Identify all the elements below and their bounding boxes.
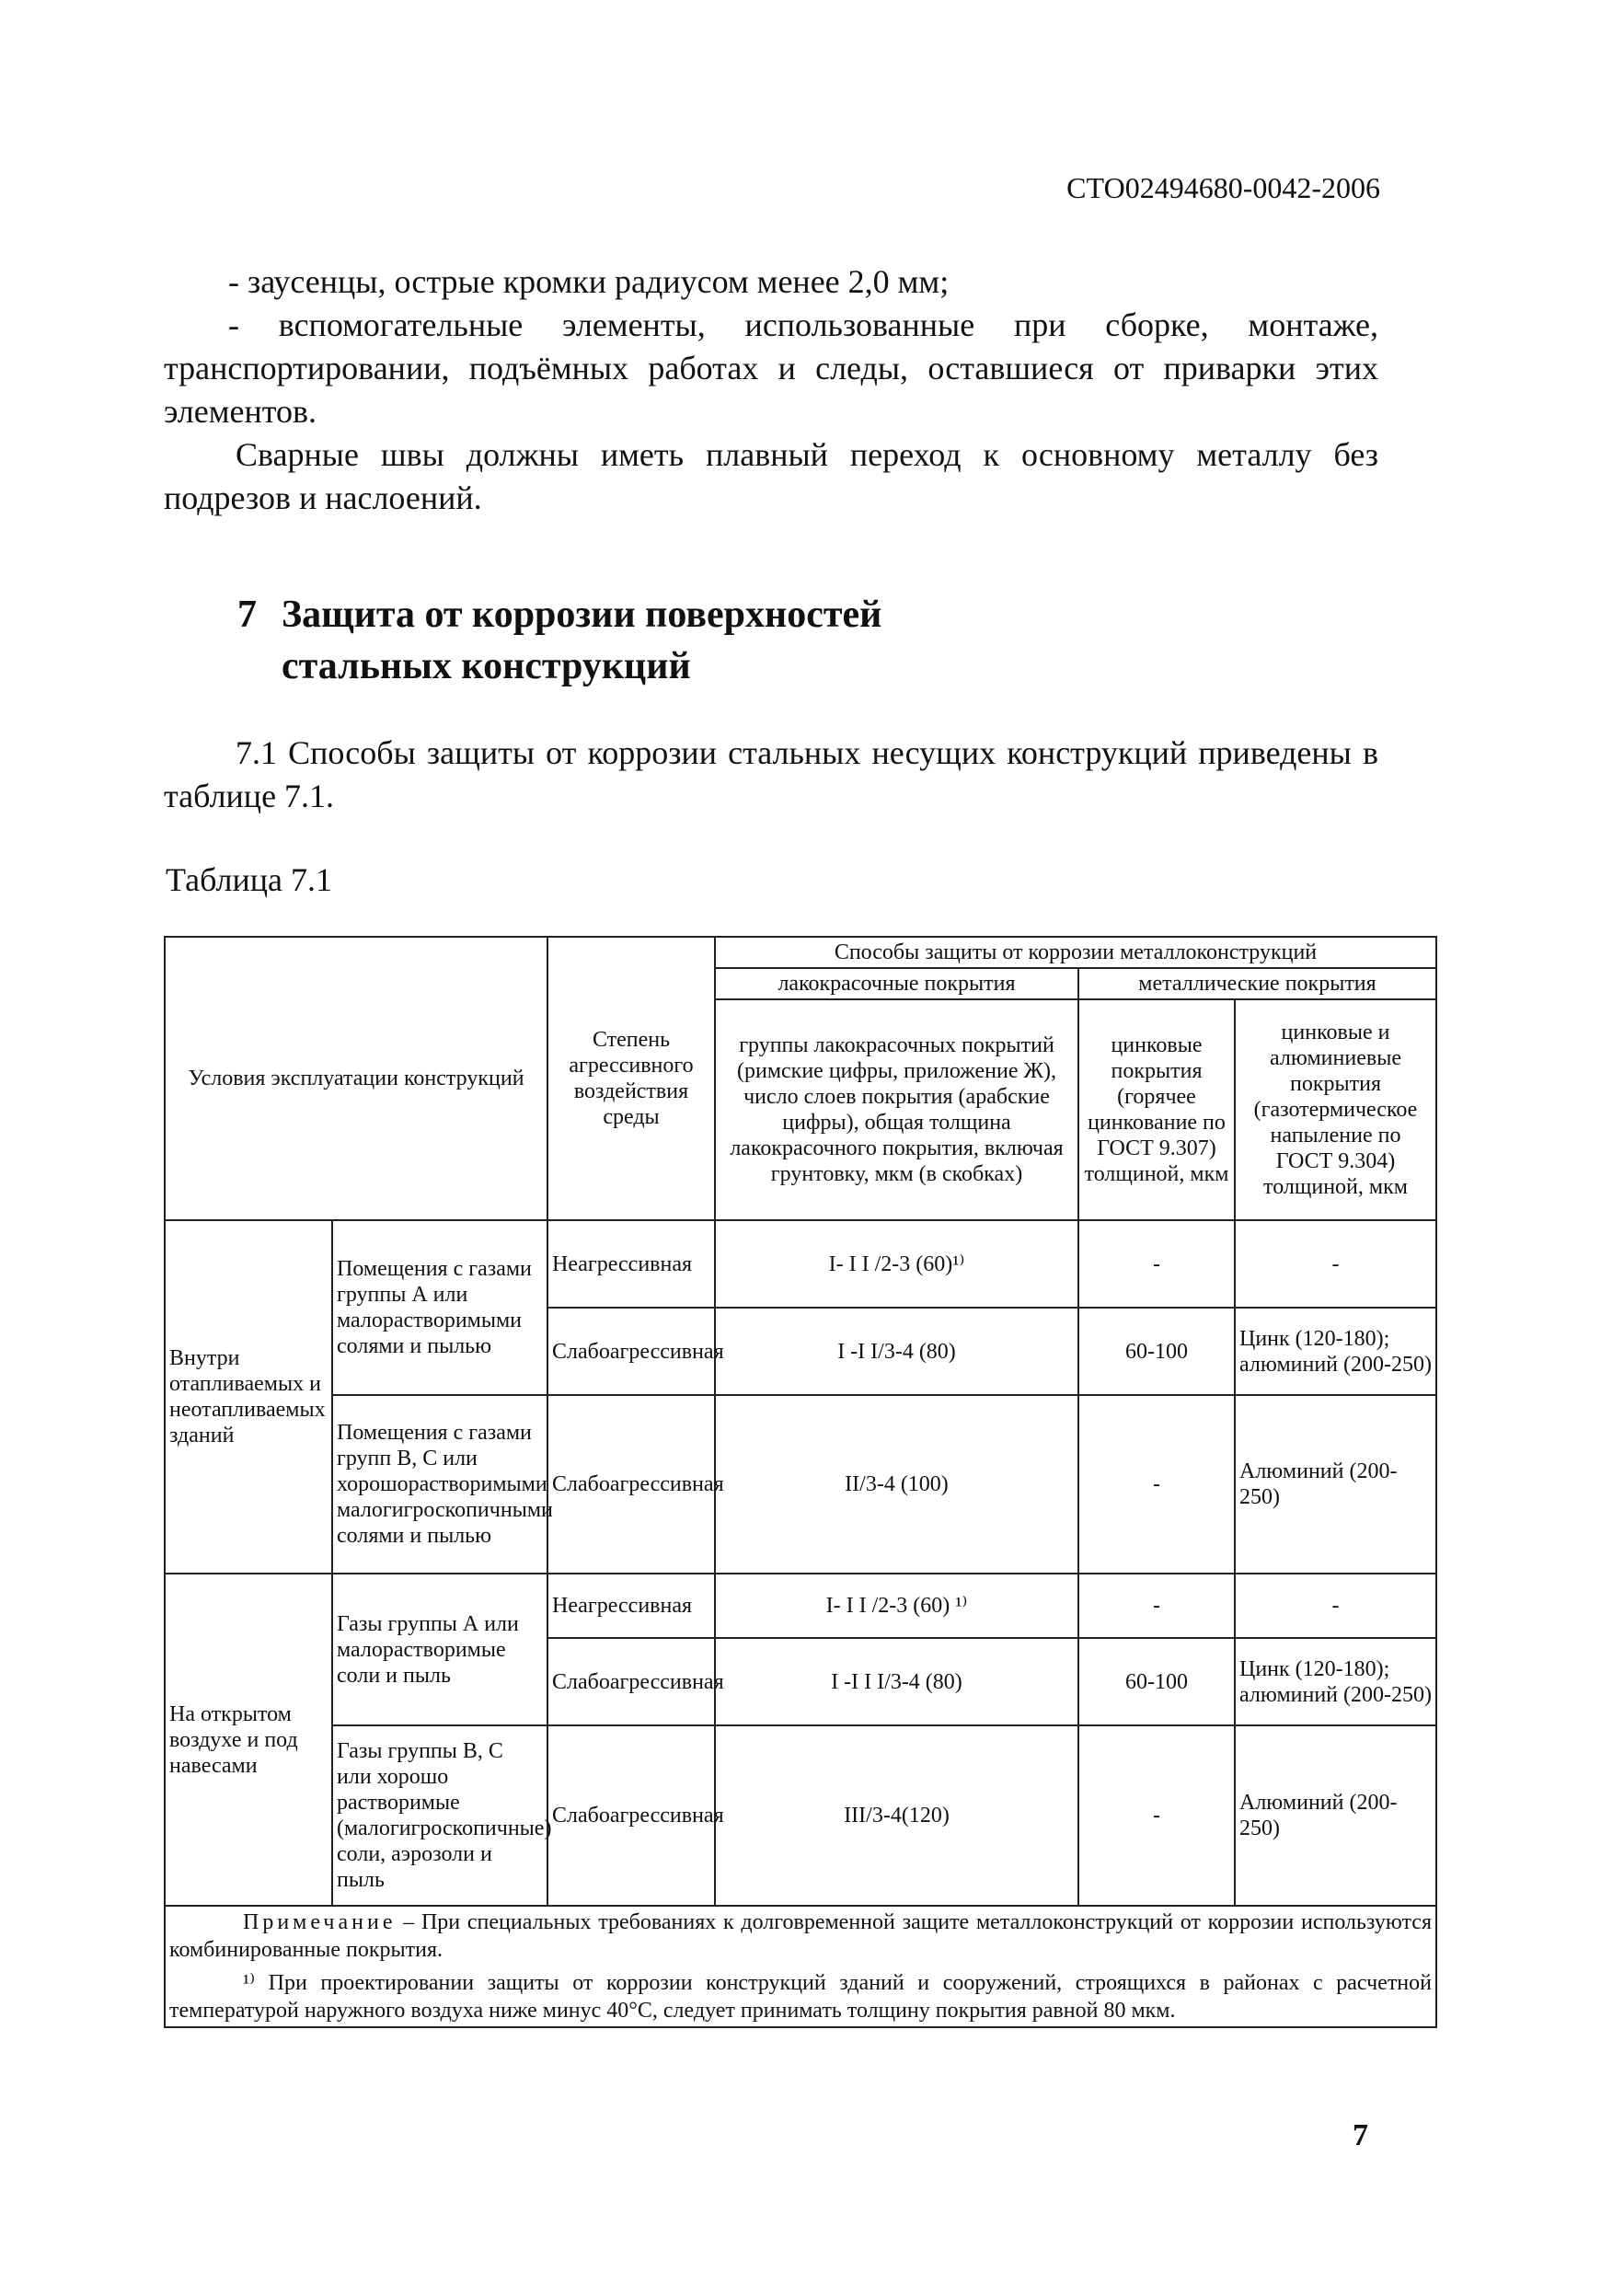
section-heading <box>237 589 881 692</box>
condition-group-outdoor: На открытом воздухе и под навесами <box>165 1574 332 1906</box>
header-paint-groups: группы лакокрасочных покрытий (римские цифры, приложение Ж), число слоев покрытия (арабские цифры), общая толщина лакокрасочного покрытия, включая грунтовку, мкм (в скобках) <box>715 999 1078 1220</box>
section-title-line1: Защита от коррозии поверхностей <box>282 594 882 636</box>
zinc-cell: - <box>1078 1395 1235 1574</box>
zinc-al-cell: Алюминий (200-250) <box>1235 1725 1436 1906</box>
table-note-row <box>165 1906 1436 2027</box>
paint-cell: I -I I/3-4 (80) <box>715 1308 1078 1395</box>
degree-cell: Неагрессивная <box>547 1220 715 1308</box>
paragraph: 7.1 Способы защиты от коррозии стальных несущих конструкций приведены в таблице 7.1. <box>164 734 1378 814</box>
paragraph-7-1 <box>164 732 1378 818</box>
paint-cell: I- I I /2-3 (60) ¹⁾ <box>715 1574 1078 1638</box>
header-zinc: цинковые покрытия (горячее цинкование по ГОСТ 9.307) толщиной, мкм <box>1078 999 1235 1220</box>
zinc-al-cell: Алюминий (200-250) <box>1235 1395 1436 1574</box>
bullet-item: - вспомогательные элементы, использованные при сборке, монтаже, транспортировании, подъёмных работах и следы, оставшиеся от приварки этих элементов. <box>164 306 1378 430</box>
paragraph: Сварные швы должны иметь плавный переход к основному металлу без подрезов и наслоений. <box>164 436 1378 516</box>
condition-group-indoor: Внутри отапливаемых и неотапливаемых зданий <box>165 1220 332 1574</box>
condition-subgroup: Газы группы В, С или хорошо растворимые (малогигроскопичные) соли, аэрозоли и пыль <box>332 1725 547 1906</box>
table-caption: Таблица 7.1 <box>166 861 332 898</box>
header-conditions: Условия эксплуатации конструкций <box>165 937 547 1220</box>
zinc-al-cell: Цинк (120-180); алюминий (200-250) <box>1235 1308 1436 1395</box>
table-row <box>165 1220 1436 1308</box>
degree-cell: Слабоагрессивная <box>547 1308 715 1395</box>
footnote: ¹⁾ При проектировании защиты от коррозии конструкций зданий и сооружений, строящихся в районах с расчетной температурой наружного воздуха ниже минус 40°С, следует принимать толщину покрытия равной 80 мкм. <box>169 1971 1432 2023</box>
bullet-item: - заусенцы, острые кромки радиусом менее 2,0 мм; <box>228 263 950 300</box>
condition-subgroup: Помещения с газами группы А или малорастворимыми солями и пылью <box>332 1220 547 1395</box>
header-paint: лакокрасочные покрытия <box>715 968 1078 999</box>
zinc-al-cell: - <box>1235 1220 1436 1308</box>
zinc-cell: - <box>1078 1574 1235 1638</box>
zinc-cell: - <box>1078 1220 1235 1308</box>
header-metal: металлические покрытия <box>1078 968 1436 999</box>
section-title-line2: стальных конструкций <box>282 645 691 687</box>
condition-subgroup: Помещения с газами групп В, С или хорошорастворимыми малогигроскопичными солями и пылью <box>332 1395 547 1574</box>
standard-code: СТО02494680-0042-2006 <box>1066 171 1380 204</box>
zinc-al-cell: - <box>1235 1574 1436 1638</box>
paint-cell: III/3-4(120) <box>715 1725 1078 1906</box>
degree-cell: Неагрессивная <box>547 1574 715 1638</box>
table-row <box>165 1725 1436 1906</box>
table-row <box>165 1395 1436 1574</box>
zinc-cell: - <box>1078 1725 1235 1906</box>
header-zinc-al: цинковые и алюминиевые покрытия (газотермическое напыление по ГОСТ 9.304) толщиной, мкм <box>1235 999 1436 1220</box>
header-degree: Степень агрессивного воздействия среды <box>547 937 715 1220</box>
degree-cell: Слабоагрессивная <box>547 1395 715 1574</box>
table-note <box>165 1906 1436 2027</box>
corrosion-protection-table <box>164 936 1437 2028</box>
page-number: 7 <box>1353 2118 1368 2152</box>
degree-cell: Слабоагрессивная <box>547 1725 715 1906</box>
note-label: Примечание <box>243 1910 397 1934</box>
zinc-cell: 60-100 <box>1078 1308 1235 1395</box>
condition-subgroup: Газы группы А или малорастворимые соли и пыль <box>332 1574 547 1725</box>
degree-cell: Слабоагрессивная <box>547 1638 715 1725</box>
note-text: – При специальных требованиях к долговременной защите металлоконструкций от коррозии используются комбинированные покрытия. <box>169 1910 1432 1962</box>
header-methods: Способы защиты от коррозии металлоконструкций <box>715 937 1436 968</box>
intro-text <box>164 260 1378 520</box>
table-row <box>165 1574 1436 1638</box>
zinc-al-cell: Цинк (120-180); алюминий (200-250) <box>1235 1638 1436 1725</box>
paint-cell: II/3-4 (100) <box>715 1395 1078 1574</box>
paint-cell: I- I I /2-3 (60)¹⁾ <box>715 1220 1078 1308</box>
zinc-cell: 60-100 <box>1078 1638 1235 1725</box>
paint-cell: I -I I I/3-4 (80) <box>715 1638 1078 1725</box>
section-number: 7 <box>237 594 257 636</box>
